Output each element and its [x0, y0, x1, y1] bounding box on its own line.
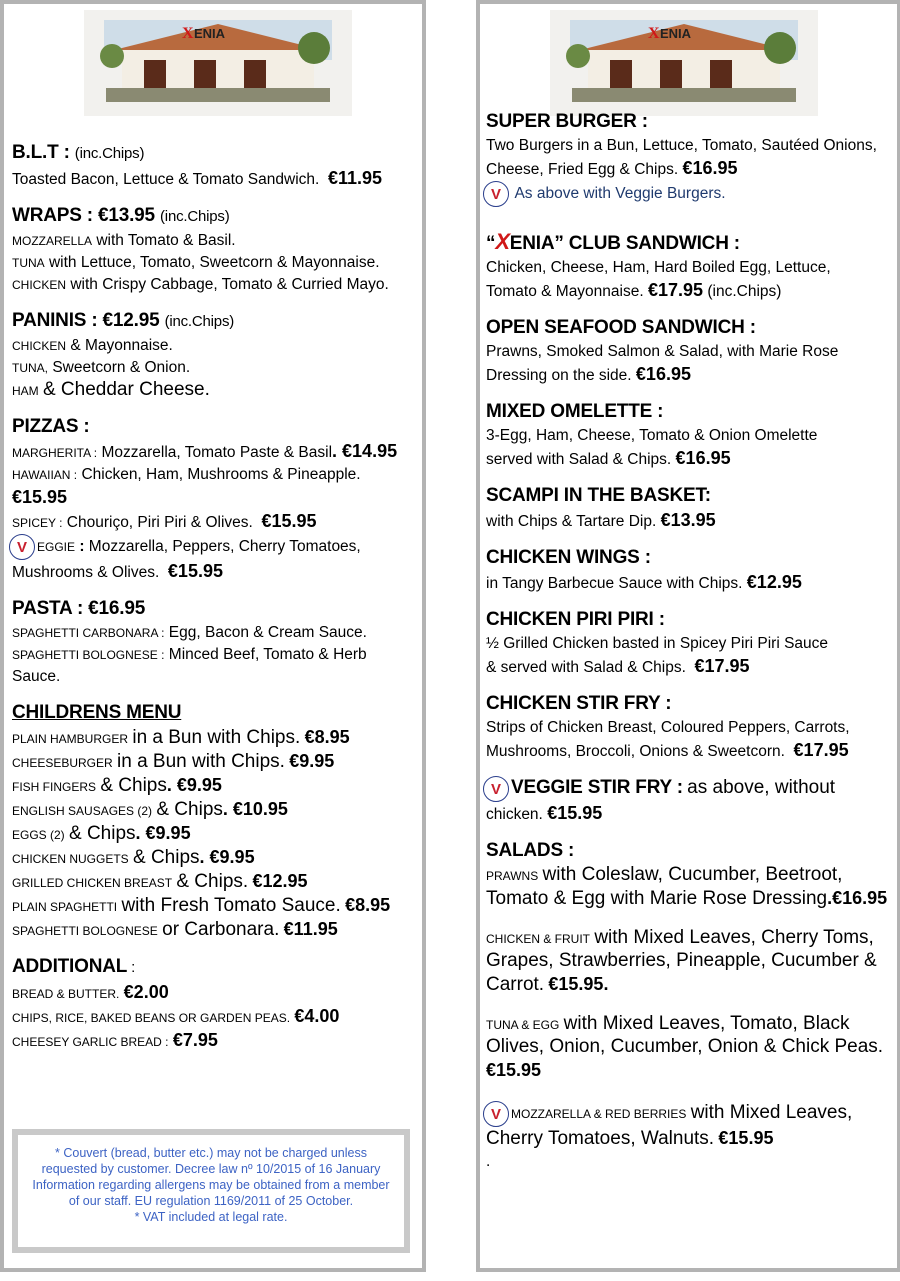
list-item: HAM & Cheddar Cheese.: [12, 379, 210, 400]
blt-section: [12, 140, 418, 191]
tuna-egg-desc: Olives, Onion, Cucumber, Onion & Chick Peas.: [486, 1035, 884, 1057]
club-sandwich-section: “XENIA” CLUB SANDWICH : Chicken, Cheese, Ham, Hard Boiled Egg, Lettuce, Tomato & Mayonnaise. €17.95 (inc.Chips): [486, 229, 831, 300]
open-seafood-title: OPEN SEAFOOD SANDWICH :: [486, 317, 756, 338]
salads-section: [486, 838, 893, 1173]
wraps-title: WRAPS : €13.95: [12, 205, 155, 226]
omelette-desc: 3-Egg, Ham, Cheese, Tomato & Onion Omelette: [486, 427, 818, 444]
super-burger-price: €16.95: [682, 158, 738, 178]
list-item: CHEESEBURGER in a Bun with Chips. €9.95: [12, 751, 335, 772]
scampi-desc: with Chips & Tartare Dip.: [486, 513, 657, 530]
childrens-title: CHILDRENS MENU: [12, 702, 182, 723]
pasta-section: [12, 596, 418, 688]
super-burger-title: SUPER BURGER :: [486, 111, 648, 132]
trailing-dot: .: [486, 1152, 491, 1170]
super-burger-desc: Cheese, Fried Egg & Chips.: [486, 161, 679, 178]
list-item: MOZZARELLA with Tomato & Basil.: [12, 232, 236, 249]
list-item: FISH FINGERS & Chips. €9.95: [12, 775, 222, 796]
pasta-title: PASTA : €16.95: [12, 598, 146, 619]
club-desc: Chicken, Cheese, Ham, Hard Boiled Egg, Lettuce,: [486, 259, 831, 276]
list-item: EGGS (2) & Chips. €9.95: [12, 823, 191, 844]
list-item: V EGGIE : Mozzarella, Peppers, Cherry Tomatoes,: [12, 534, 418, 560]
vegetarian-badge-icon: V: [483, 1101, 509, 1127]
additional-section: ADDITIONAL : BREAD & BUTTER. €2.00 CHIPS, RICE, BAKED BEANS OR GARDEN PEAS. €4.00 CHEESEY GARLIC BREAD : €7.95: [12, 954, 418, 1053]
list-item: SPAGHETTI BOLOGNESE : Minced Beef, Tomato & Herb: [12, 646, 367, 663]
piri-piri-price: €17.95: [694, 656, 750, 676]
piri-piri-desc: & served with Salad & Chips.: [486, 659, 686, 676]
list-item: ENGLISH SAUSAGES (2) & Chips. €10.95: [12, 799, 288, 820]
veggie-stir-fry-price: €15.95: [547, 802, 603, 823]
list-item: SPAGHETTI CARBONARA : Egg, Bacon & Cream Sauce.: [12, 624, 367, 641]
left-menu-content: [12, 140, 418, 1065]
blt-desc: Toasted Bacon, Lettuce & Tomato Sandwich.: [12, 171, 320, 188]
open-seafood-section: [486, 315, 893, 387]
vegetarian-badge-icon: V: [483, 181, 509, 207]
disclaimer-line: * Couvert (bread, butter etc.) may not be charged unless: [55, 1146, 367, 1160]
list-item: TUNA with Lettuce, Tomato, Sweetcorn & Mayonnaise.: [12, 254, 380, 271]
disclaimer-line: requested by customer. Decree law nº 10/2015 of 16 January: [41, 1162, 381, 1176]
stir-fry-desc: Mushrooms, Broccoli, Onions & Sweetcorn.: [486, 743, 785, 760]
hawaiian-price: €15.95: [12, 487, 68, 507]
scampi-price: €13.95: [660, 510, 716, 530]
blt-title: B.L.T :: [12, 142, 70, 163]
tuna-egg-price: €15.95: [486, 1059, 542, 1080]
list-item: GRILLED CHICKEN BREAST & Chips. €12.95: [12, 871, 308, 892]
veggie-price: €15.95: [167, 561, 223, 581]
right-menu-page: [476, 0, 900, 1272]
disclaimer-line: Information regarding allergens may be obtained from a member: [32, 1178, 390, 1192]
wraps-section: [12, 203, 418, 296]
club-desc: Tomato & Mayonnaise.: [486, 283, 644, 300]
list-item: PLAIN HAMBURGER in a Bun with Chips. €8.95: [12, 727, 350, 748]
left-menu-page: [0, 0, 426, 1272]
open-seafood-desc: Dressing on the side.: [486, 367, 632, 384]
scampi-title: SCAMPI IN THE BASKET:: [486, 485, 711, 506]
stir-fry-desc: Strips of Chicken Breast, Coloured Peppers, Carrots,: [486, 719, 850, 736]
svg-text:X: X: [182, 25, 194, 42]
open-seafood-desc: Prawns, Smoked Salmon & Salad, with Marie Rose: [486, 343, 839, 360]
list-item: PRAWNS with Coleslaw, Cucumber, Beetroot,: [486, 863, 843, 885]
paninis-title: PANINIS : €12.95: [12, 310, 160, 331]
super-burger-desc: Two Burgers in a Bun, Lettuce, Tomato, Sautéed Onions,: [486, 137, 877, 154]
list-item: MARGHERITA : Mozzarella, Tomato Paste & Basil. €14.95: [12, 441, 398, 461]
additional-title: ADDITIONAL: [12, 956, 128, 977]
childrens-section: [12, 700, 418, 942]
veggie-stir-fry-section: V VEGGIE STIR FRY : as above, without chicken. €15.95: [486, 775, 893, 826]
stir-fry-section: [486, 691, 893, 763]
restaurant-logo-image: [84, 10, 352, 116]
legal-disclaimer-box: [12, 1129, 410, 1253]
list-item: SPICEY : Chouriço, Piri Piri & Olives. €15.95: [12, 511, 317, 531]
restaurant-logo-image: [550, 10, 818, 116]
blt-note: (inc.Chips): [74, 145, 145, 162]
svg-text:X: X: [648, 25, 660, 42]
svg-text:ENIA: ENIA: [194, 26, 226, 41]
vegetarian-badge-icon: V: [9, 534, 35, 560]
club-price: €17.95: [647, 280, 704, 300]
list-item: CHICKEN with Crispy Cabbage, Tomato & Curried Mayo.: [12, 276, 389, 293]
scampi-section: [486, 483, 893, 533]
vegetarian-badge-icon: V: [483, 776, 509, 802]
veggie-stir-fry-title: VEGGIE STIR FRY :: [511, 777, 683, 798]
mozzarella-desc: Cherry Tomatoes, Walnuts.: [486, 1127, 715, 1149]
pizzas-section: [12, 414, 418, 584]
mozzarella-price: €15.95: [718, 1127, 774, 1148]
wings-price: €12.95: [746, 572, 802, 592]
pizzas-title: PIZZAS :: [12, 416, 90, 437]
list-item: BREAD & BUTTER. €2.00: [12, 982, 169, 1002]
prawns-price: .€16.95: [827, 887, 888, 908]
omelette-price: €16.95: [675, 448, 731, 468]
list-item: SPAGHETTI BOLOGNESE or Carbonara. €11.95: [12, 919, 338, 940]
wings-section: [486, 545, 893, 595]
chicken-fruit-desc: Carrot.: [486, 973, 545, 995]
list-item: PLAIN SPAGHETTI with Fresh Tomato Sauce. €8.95: [12, 895, 391, 916]
piri-piri-desc: ½ Grilled Chicken basted in Spicey Piri Piri Sauce: [486, 635, 829, 652]
disclaimer-line: * VAT included at legal rate.: [134, 1210, 288, 1224]
omelette-section: [486, 399, 893, 471]
list-item: CHICKEN & Mayonnaise.: [12, 337, 173, 354]
salads-title: SALADS :: [486, 839, 575, 861]
chicken-fruit-price: €15.95.: [548, 973, 609, 994]
stir-fry-price: €17.95: [793, 740, 849, 760]
brand-x: X: [495, 229, 510, 254]
list-item: TUNA, Sweetcorn & Onion.: [12, 359, 191, 376]
wraps-note: (inc.Chips): [160, 208, 230, 225]
list-item: V MOZZARELLA & RED BERRIES with Mixed Leaves,: [486, 1101, 893, 1127]
chicken-fruit-desc: Grapes, Strawberries, Pineapple, Cucumber &: [486, 949, 877, 971]
prawns-desc: Tomato & Egg with Marie Rose Dressing: [486, 887, 828, 909]
wings-desc: in Tangy Barbecue Sauce with Chips.: [486, 575, 743, 592]
list-item: CHEESEY GARLIC BREAD : €7.95: [12, 1030, 218, 1050]
blt-price: €11.95: [327, 168, 383, 188]
list-item: CHIPS, RICE, BAKED BEANS OR GARDEN PEAS. €4.00: [12, 1006, 340, 1026]
paninis-section: [12, 308, 418, 402]
piri-piri-section: [486, 607, 893, 679]
list-item: CHICKEN NUGGETS & Chips. €9.95: [12, 847, 255, 868]
club-title: “: [486, 233, 496, 254]
stir-fry-title: CHICKEN STIR FRY :: [486, 693, 672, 714]
list-item: TUNA & EGG with Mixed Leaves, Tomato, Black: [486, 1012, 850, 1034]
list-item: CHICKEN & FRUIT with Mixed Leaves, Cherry Toms,: [486, 926, 874, 948]
bolognese-desc: Sauce.: [12, 668, 61, 685]
right-menu-content: [486, 109, 893, 1185]
open-seafood-price: €16.95: [635, 364, 691, 384]
wings-title: CHICKEN WINGS :: [486, 547, 651, 568]
list-item: HAWAIIAN : Chicken, Ham, Mushrooms & Pineapple.: [12, 466, 361, 483]
paninis-note: (inc.Chips): [164, 313, 235, 330]
super-burger-section: [486, 109, 893, 207]
veggie-desc: Mushrooms & Olives.: [12, 564, 160, 581]
disclaimer-line: of our staff. EU regulation 1169/2011 of 25 October.: [68, 1194, 354, 1208]
list-item: V As above with Veggie Burgers.: [486, 181, 893, 207]
svg-text:ENIA: ENIA: [660, 26, 692, 41]
omelette-title: MIXED OMELETTE :: [486, 401, 664, 422]
veggie-stir-fry-desc: chicken.: [486, 805, 543, 823]
omelette-desc: served with Salad & Chips.: [486, 451, 672, 468]
piri-piri-title: CHICKEN PIRI PIRI :: [486, 609, 665, 630]
